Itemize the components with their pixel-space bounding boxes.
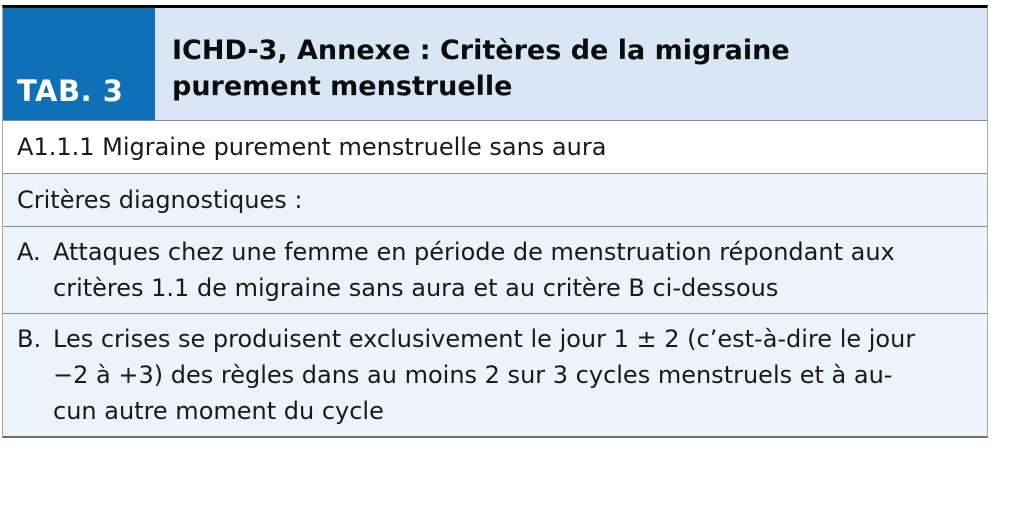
criteria-table bbox=[2, 5, 988, 438]
table-title-line: ICHD-3, Annexe : Critères de la migraine bbox=[172, 35, 790, 66]
criterion-text bbox=[53, 234, 987, 306]
criterion-line: −2 à +3) des règles dans au moins 2 sur 3 cycles menstruels et à au- bbox=[53, 361, 893, 389]
criterion-letter: A. bbox=[17, 238, 41, 266]
subtitle-row bbox=[3, 121, 987, 174]
table-title-line: purement menstruelle bbox=[172, 71, 513, 102]
criterion-b-row bbox=[3, 314, 987, 436]
criterion-line: Attaques chez une femme en période de menstruation répondant aux bbox=[53, 238, 895, 266]
criteria-heading-row bbox=[3, 174, 987, 227]
table-header bbox=[3, 8, 987, 121]
criterion-line: Les crises se produisent exclusivement le jour 1 ± 2 (c’est-à-dire le jour bbox=[53, 325, 916, 353]
criteria-heading: Critères diagnostiques : bbox=[17, 186, 303, 214]
table-number-label: TAB. 3 bbox=[3, 8, 155, 120]
criterion-a-row bbox=[3, 227, 987, 314]
criterion-line: cun autre moment du cycle bbox=[53, 397, 384, 425]
criterion-letter: B. bbox=[17, 325, 42, 353]
criterion-line: critères 1.1 de migraine sans aura et au critère B ci-dessous bbox=[53, 274, 779, 302]
criterion-text bbox=[53, 321, 987, 429]
migraine-subtype-label: A1.1.1 Migraine purement menstruelle sans aura bbox=[17, 133, 607, 161]
table-title bbox=[155, 8, 987, 120]
